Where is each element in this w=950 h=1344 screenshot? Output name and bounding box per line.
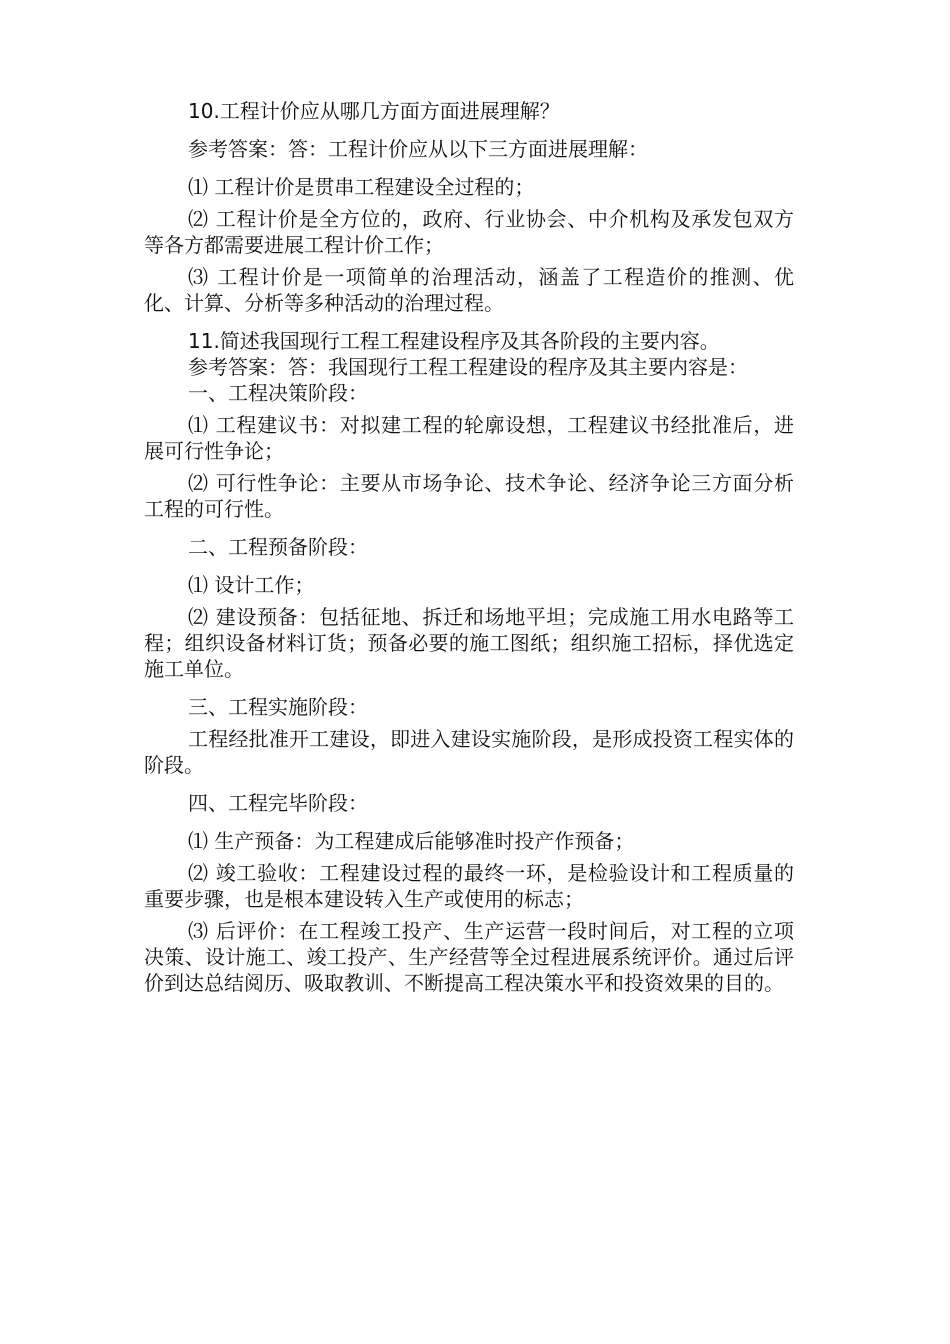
- paragraph-stage-1: 一、工程决策阶段：: [188, 381, 368, 405]
- paragraph-q10-1: ⑴ 工程计价是贯串工程建设全过程的；: [188, 175, 535, 199]
- paragraph-stage-4-2: ⑵ 竣工验收：工程建设过程的最终一环，是检验设计和工程质量的重要步骤，也是根本建设转入生产或使用的标志；: [144, 861, 794, 911]
- paragraph-q10-ans: 参考答案：答：工程计价应从以下三方面进展理解：: [188, 137, 648, 161]
- paragraph-q11: 11.简述我国现行工程工程建设程序及其各阶段的主要内容。: [188, 329, 720, 353]
- paragraph-stage-1-2: ⑵ 可行性争论：主要从市场争论、技术争论、经济争论三方面分析工程的可行性。: [144, 471, 794, 521]
- paragraph-stage-2-1: ⑴ 设计工作；: [188, 573, 315, 597]
- paragraph-q10: 10.工程计价应从哪几方面方面进展理解？: [188, 99, 560, 123]
- paragraph-stage-2-2: ⑵ 建设预备：包括征地、拆迁和场地平坦；完成施工用水电路等工程；组织设备材料订货；预备必要的施工图纸；组织施工招标，择优选定施工单位。: [144, 605, 794, 681]
- document-body: [144, 98, 794, 996]
- paragraph-q10-2: ⑵ 工程计价是全方位的，政府、行业协会、中介机构及承发包双方等各方都需要进展工程计价工作；: [144, 207, 794, 257]
- paragraph-stage-4-1: ⑴ 生产预备：为工程建成后能够准时投产作预备；: [188, 829, 635, 853]
- paragraph-q10-3: ⑶ 工程计价是一项简单的治理活动，涵盖了工程造价的推测、优化、计算、分析等多种活动的治理过程。: [144, 265, 794, 315]
- paragraph-stage-4-3: ⑶ 后评价：在工程竣工投产、生产运营一段时间后，对工程的立项决策、设计施工、竣工投产、生产经营等全过程进展系统评价。通过后评价到达总结阅历、吸取教训、不断提高工程决策水平和投资效果的目的。: [144, 919, 794, 995]
- paragraph-stage-3-body: 工程经批准开工建设，即进入建设实施阶段，是形成投资工程实体的阶段。: [144, 727, 794, 777]
- paragraph-stage-2: 二、工程预备阶段：: [188, 535, 368, 559]
- paragraph-stage-1-1: ⑴ 工程建议书：对拟建工程的轮廓设想，工程建议书经批准后，进展可行性争论；: [144, 413, 794, 463]
- paragraph-q11-ans: 参考答案：答：我国现行工程工程建设的程序及其主要内容是：: [188, 355, 748, 379]
- paragraph-stage-3: 三、工程实施阶段：: [188, 695, 368, 719]
- paragraph-stage-4: 四、工程完毕阶段：: [188, 791, 368, 815]
